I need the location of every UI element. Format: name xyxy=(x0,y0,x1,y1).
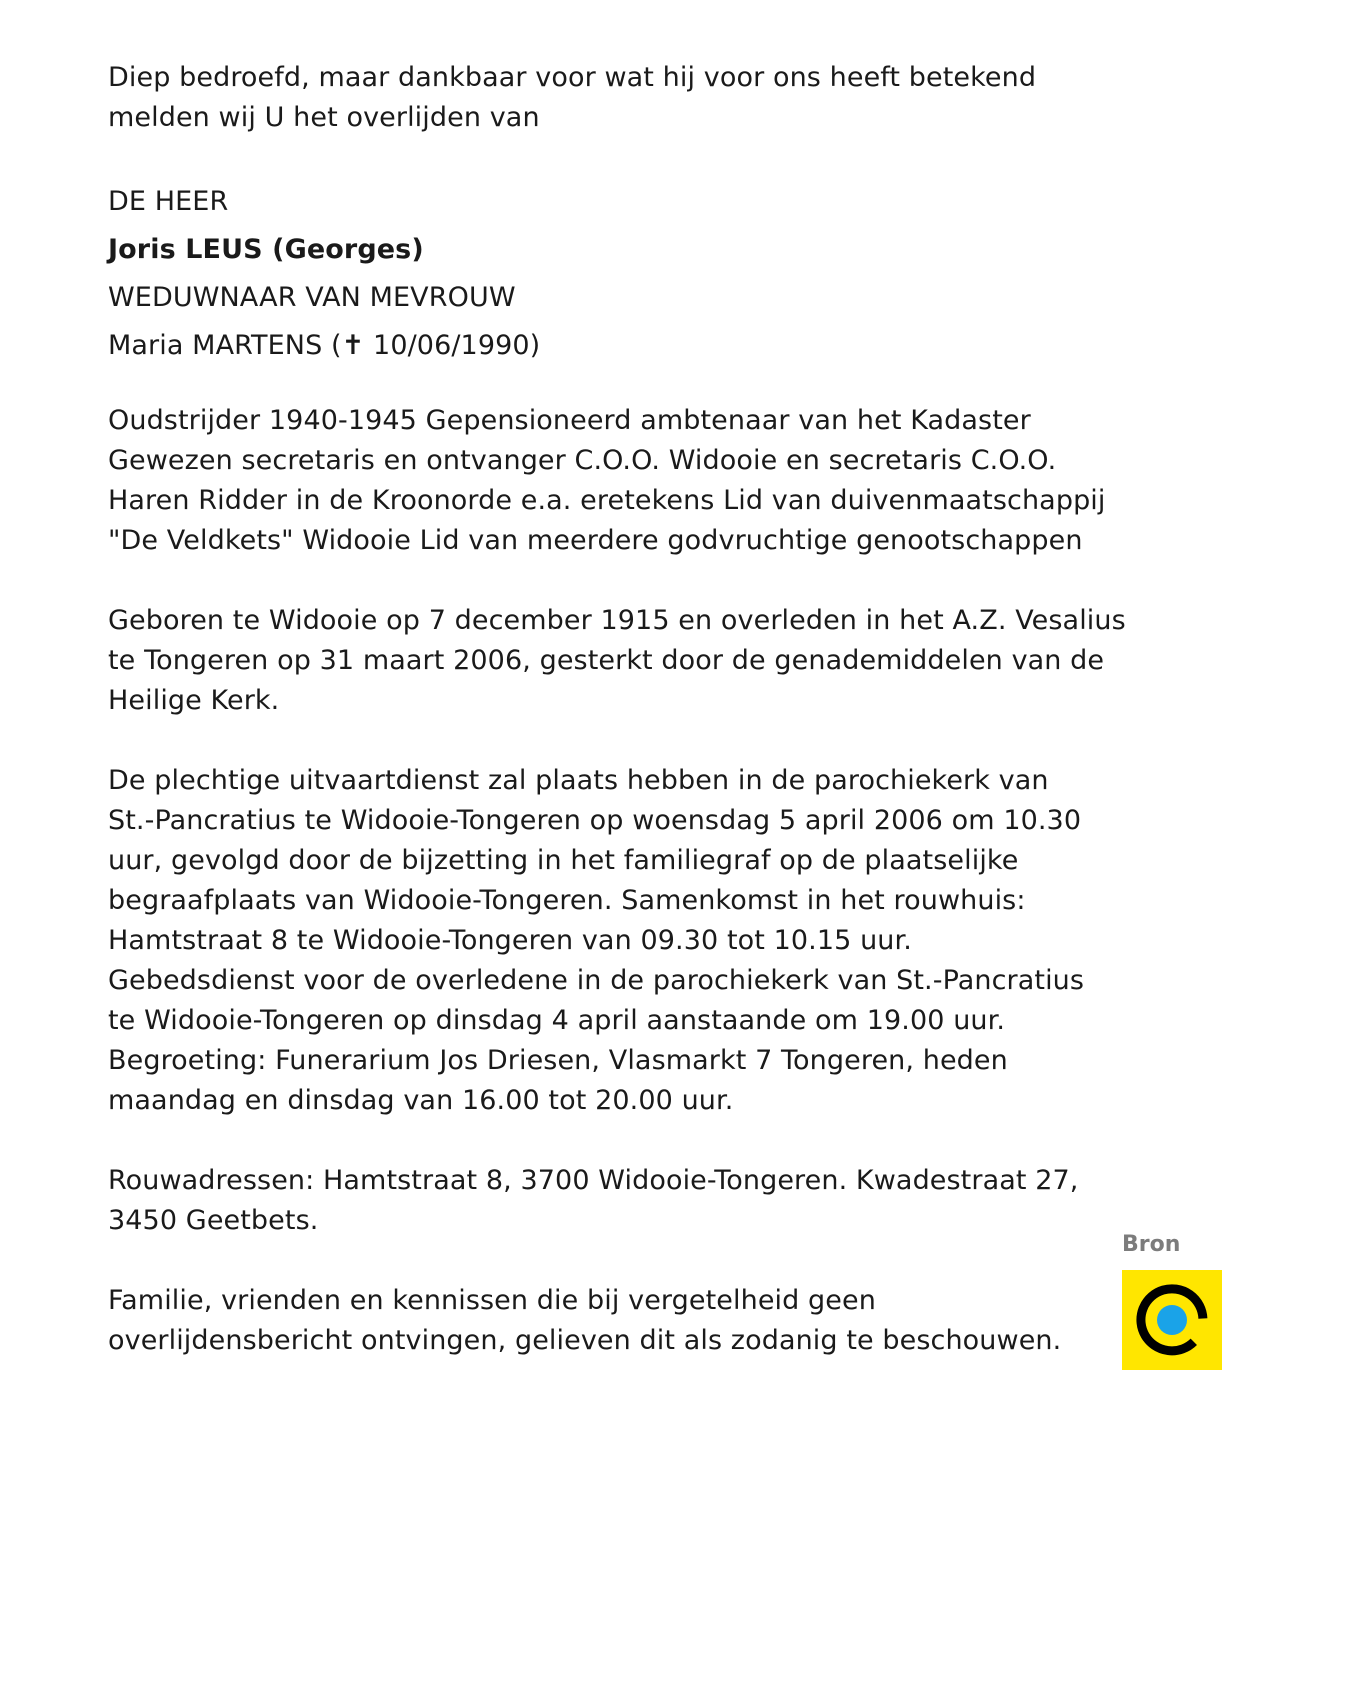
career-paragraph xyxy=(108,401,1108,561)
addresses-paragraph xyxy=(108,1161,1108,1241)
service-line: Begroeting: Funerarium Jos Driesen, Vlasmarkt 7 Tongeren, heden xyxy=(108,1045,1008,1076)
deceased-block xyxy=(108,178,1108,370)
career-line: Haren Ridder in de Kroonorde e.a. eretekens Lid van duivenmaatschappij xyxy=(108,485,1106,516)
service-line: uur, gevolgd door de bijzetting in het familiegraf op de plaatselijke xyxy=(108,845,1019,876)
service-line: Gebedsdienst voor de overledene in de parochiekerk van St.-Pancratius xyxy=(108,965,1085,996)
obituary-text xyxy=(108,58,1126,1401)
service-paragraph xyxy=(108,761,1108,1121)
service-line: maandag en dinsdag van 16.00 tot 20.00 uur. xyxy=(108,1085,734,1116)
closing-paragraph xyxy=(108,1281,1108,1361)
intro-line: melden wij U het overlijden van xyxy=(108,102,540,133)
career-line: "De Veldkets" Widooie Lid van meerdere godvruchtige genootschappen xyxy=(108,525,1083,556)
intro-paragraph xyxy=(108,58,1108,138)
birth-death-paragraph xyxy=(108,601,1126,721)
birth-death-line: Heilige Kerk. xyxy=(108,685,280,716)
service-line: begraafplaats van Widooie-Tongeren. Samenkomst in het rouwhuis: xyxy=(108,885,1026,916)
deceased-name: Joris LEUS (Georges) xyxy=(108,234,424,265)
spouse-name: Maria MARTENS (✝ 10/06/1990) xyxy=(108,330,541,361)
address-line: Rouwadressen: Hamtstraat 8, 3700 Widooie-Tongeren. Kwadestraat 27, xyxy=(108,1165,1079,1196)
birth-death-line: te Tongeren op 31 maart 2006, gesterkt door de genademiddelen van de xyxy=(108,645,1105,676)
intro-line: Diep bedroefd, maar dankbaar voor wat hij voor ons heeft betekend xyxy=(108,62,1037,93)
source-label: Bron xyxy=(1122,1232,1181,1257)
address-line: 3450 Geetbets. xyxy=(108,1205,319,1236)
service-line: te Widooie-Tongeren op dinsdag 4 april aanstaande om 19.00 uur. xyxy=(108,1005,1006,1036)
birth-death-line: Geboren te Widooie op 7 december 1915 en overleden in het A.Z. Vesalius xyxy=(108,605,1126,636)
source-logo-icon[interactable] xyxy=(1122,1270,1222,1370)
salutation: DE HEER xyxy=(108,186,229,217)
career-line: Gewezen secretaris en ontvanger C.O.O. Widooie en secretaris C.O.O. xyxy=(108,445,1057,476)
closing-line: Familie, vrienden en kennissen die bij vergetelheid geen xyxy=(108,1285,876,1316)
career-line: Oudstrijder 1940-1945 Gepensioneerd ambtenaar van het Kadaster xyxy=(108,405,1031,436)
relation: WEDUWNAAR VAN MEVROUW xyxy=(108,282,516,313)
service-line: St.-Pancratius te Widooie-Tongeren op woensdag 5 april 2006 om 10.30 xyxy=(108,805,1082,836)
closing-line: overlijdensbericht ontvingen, gelieven dit als zodanig te beschouwen. xyxy=(108,1325,1062,1356)
service-line: Hamtstraat 8 te Widooie-Tongeren van 09.30 tot 10.15 uur. xyxy=(108,925,912,956)
service-line: De plechtige uitvaartdienst zal plaats hebben in de parochiekerk van xyxy=(108,765,1049,796)
